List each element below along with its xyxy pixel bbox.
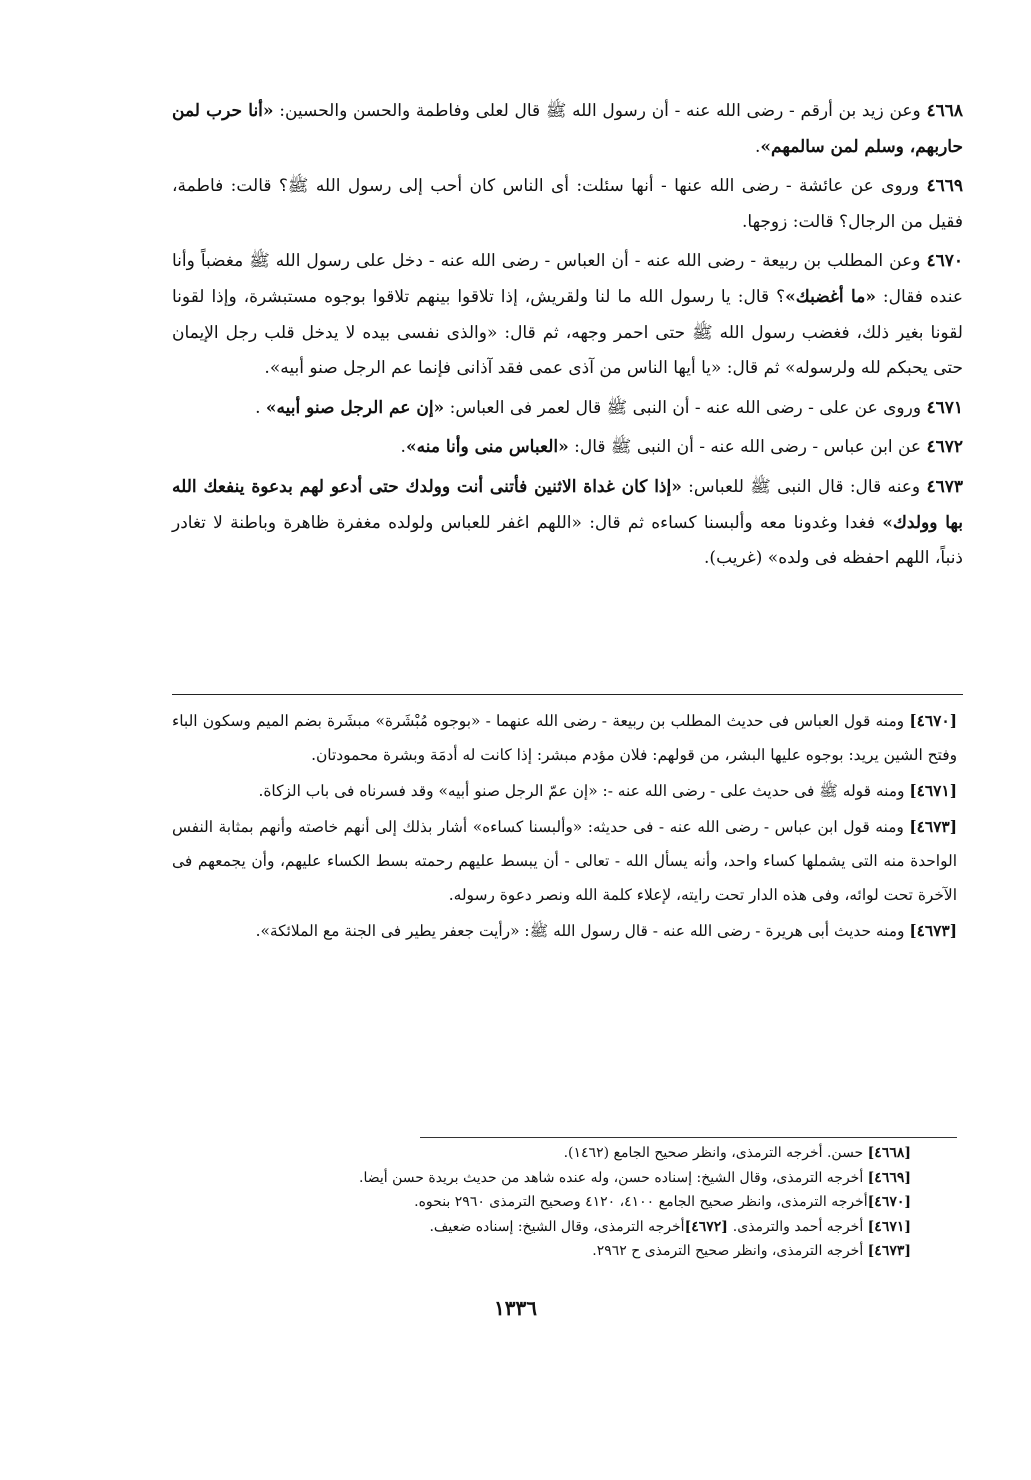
- footnote-rule: [420, 1137, 957, 1138]
- commentary-note: [172, 774, 957, 808]
- hadith-4671: [172, 391, 963, 427]
- hadith-body-end: .: [255, 397, 266, 418]
- hadith-number: ٤٦٧٣: [926, 476, 963, 497]
- note-number: [٤٦٧١]: [909, 782, 957, 800]
- note-number: [٤٦٧٣]: [909, 818, 957, 836]
- hadith-number: ٤٦٧٠: [926, 251, 963, 272]
- footnote-text: أخرجه الترمذى، وقال الشيخ: إسناده حسن، وله عنده شاهد من حديث بريدة حسن أيضا.: [359, 1169, 868, 1186]
- note-number: [٤٦٧٠]: [909, 712, 957, 730]
- footnote-number: [٤٦٦٨]: [867, 1145, 911, 1161]
- hadith-body: وعنه قال: قال النبى ﷺ للعباس:: [681, 476, 927, 497]
- hadith-body: وعن المطلب بن ربيعة - رضى الله عنه - أن العباس - رضى الله عنه - دخل على رسول الله ﷺ مغضباً وأنا عنده فقال:: [172, 251, 963, 307]
- footnote-text: حسن. أخرجه الترمذى، وانظر صحيح الجامع (١٤٦٢).: [563, 1145, 868, 1161]
- note-text: ومنه حديث أبى هريرة - رضى الله عنه - قال رسول الله ﷺ: «رأيت جعفر يطير فى الجنة مع الملائكة».: [255, 922, 910, 940]
- hadith-body-end: .: [755, 136, 761, 157]
- hadith-4670: [172, 244, 963, 386]
- commentary-note: [172, 810, 957, 912]
- footnote-text: أخرجه الترمذى، وانظر صحيح الترمذى ح ٢٩٦٢.: [592, 1243, 868, 1259]
- footnote-number: [٤٦٦٩]: [867, 1169, 911, 1186]
- hadith-body: وروى عن على - رضى الله عنه - أن النبى ﷺ قال لعمر فى العباس:: [444, 397, 927, 418]
- hadith-number: ٤٦٧٢: [926, 437, 963, 458]
- footnote-number: [٤٦٧٣]: [867, 1243, 911, 1259]
- commentary-note: [172, 704, 957, 772]
- hadith-4669: [172, 169, 963, 240]
- footnote-text: أخرجه الترمذى، وقال الشيخ: إسناده ضعيف.: [429, 1218, 685, 1235]
- footnote-number: [٤٦٧١]: [867, 1218, 911, 1235]
- hadith-body-end: ؟ قال: يا رسول الله ما لنا ولقريش، إذا تلاقوا بينهم تلاقوا بوجوه مستبشرة، وإذا لقونا لقونا بغير ذلك، فغضب رسول الله ﷺ حتى احمر وجهه، ثم قال: «والذى نفسى بيده لا يدخل قلب رجل الإيمان حتى يحبكم لله ولرسوله» ثم قال: «يا أيها الناس من آذى عمى فقد آذانى فإنما عم الرجل صنو أبيه».: [172, 286, 963, 379]
- hadith-4673: [172, 470, 963, 577]
- hadith-body-end: فغدا وغدونا معه وألبسنا كساءه ثم قال: «اللهم اغفر للعباس ولولده مغفرة ظاهرة وباطنة لا تغادر ذنباً، اللهم احفظه فى ولده» (غريب).: [172, 512, 963, 569]
- footnote-item: [172, 1215, 911, 1240]
- hadith-number: ٤٦٦٨: [926, 101, 964, 121]
- hadith-body: وروى عن عائشة - رضى الله عنها - أنها سئلت: أى الناس كان أحب إلى رسول الله ﷺ؟ قالت: فاطمة، فقيل من الرجال؟ قالت: زوجها.: [172, 176, 963, 232]
- hadith-quote: «العباس منى وأنا منه»: [405, 437, 569, 458]
- hadith-body: وعن زيد بن أرقم - رضى الله عنه - أن رسول الله ﷺ قال لعلى وفاطمة والحسن والحسين:: [273, 101, 927, 121]
- hadith-4672: [172, 430, 963, 466]
- hadith-quote: «أنا حرب لمن حاربهم، وسلم لمن سالمهم»: [172, 101, 963, 157]
- note-text: ومنه قول ابن عباس - رضى الله عنه - فى حديثه: «وألبسنا كساءه» أشار بذلك إلى أنهم خاصته وأنهم بمثابة النفس الواحدة منه التى يشملها كساء واحد، وأنه يسأل الله - تعالى - أن يبسط عليهم رحمته بسط الكساء عليهم، وأن يجمعهم فى الآخرة تحت لوائه، وفى هذه الدار تحت رايته، لإعلاء كلمة الله ونصر دعوة رسوله.: [172, 818, 957, 904]
- footnote-item: [172, 1166, 911, 1191]
- commentary-section: [172, 704, 957, 950]
- hadith-body: عن ابن عباس - رضى الله عنه - أن النبى ﷺ قال:: [568, 437, 927, 458]
- hadith-number: ٤٦٧١: [926, 397, 963, 418]
- footnote-number: [٤٦٧٢]: [684, 1218, 733, 1235]
- note-text: ومنه قول العباس فى حديث المطلب بن ربيعة - رضى الله عنهما - «بوجوه مُبْشَرة» مبشَرة بضم الميم وسكون الباء وفتح الشين يريد: بوجوه عليها البشر، من قولهم: فلان مؤدم مبشر: إذا كانت له أدمَة وبشرة محمودتان.: [172, 712, 957, 764]
- hadith-4668: [172, 94, 963, 165]
- section-divider: [172, 694, 963, 695]
- footnote-item: [172, 1190, 911, 1215]
- hadith-quote: «ما أغضبك»: [785, 286, 876, 307]
- hadith-quote: «إن عم الرجل صنو أبيه»: [265, 397, 445, 418]
- hadith-text-section: [172, 94, 963, 581]
- commentary-note: [172, 914, 957, 948]
- footnote-item: [172, 1239, 911, 1264]
- hadith-body-end: .: [400, 437, 406, 458]
- hadith-number: ٤٦٦٩: [926, 176, 963, 197]
- footnote-number: [٤٦٧٠]: [867, 1194, 911, 1210]
- hadith-quote: «إذا كان غداة الاثنين فأتنى أنت وولدك حتى أدعو لهم بدعوة ينفعك الله بها وولدك»: [172, 476, 963, 533]
- footnote-text: أخرجه أحمد والترمذى.: [732, 1218, 868, 1235]
- footnote-text: أخرجه الترمذى، وانظر صحيح الجامع ٤١٠٠، ٤١٢٠ وصحيح الترمذى ٢٩٦٠ بنحوه.: [414, 1194, 868, 1210]
- footnote-item: [172, 1141, 911, 1166]
- page-number: ١٣٣٦: [494, 1296, 537, 1320]
- note-text: ومنه قوله ﷺ فى حديث على - رضى الله عنه -: «إن عمّ الرجل صنو أبيه» وقد فسرناه فى باب الزكاة.: [258, 782, 910, 800]
- note-number: [٤٦٧٣]: [909, 922, 957, 940]
- footnotes-section: [172, 1141, 911, 1264]
